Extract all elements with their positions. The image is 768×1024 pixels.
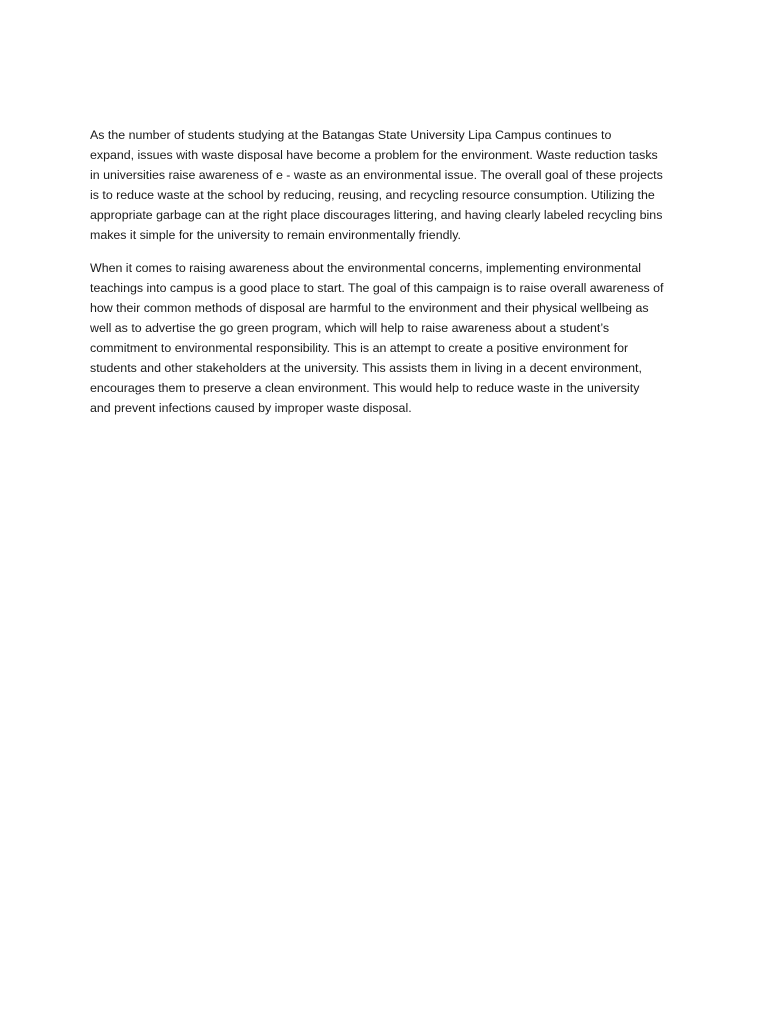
paragraph-2: When it comes to raising awareness about the environmental concerns, implementing environmental teachings into campus is a good place to start. The goal of this campaign is to raise overall awareness of how their common methods of disposal are harmful to the environment and their physical wellbeing as well as to advertise the go green program, which will help to raise awareness about a student’s commitment to environmental responsibility. This is an attempt to create a positive environment for students and other stakeholders at the university. This assists them in living in a decent environment, encourages them to preserve a clean environment. This would help to reduce waste in the university and prevent infections caused by improper waste disposal. [90,261,664,415]
paragraph-1: As the number of students studying at the Batangas State University Lipa Campus continues to expand, issues with waste disposal have become a problem for the environment. Waste reduction tasks in universities raise awareness of e - waste as an environmental issue. The overall goal of these projects is to reduce waste at the school by reducing, reusing, and recycling resource consumption. Utilizing the appropriate garbage can at the right place discourages littering, and having clearly labeled recycling bins makes it simple for the university to remain environmentally friendly. [90,128,663,242]
document-body [90,125,678,418]
